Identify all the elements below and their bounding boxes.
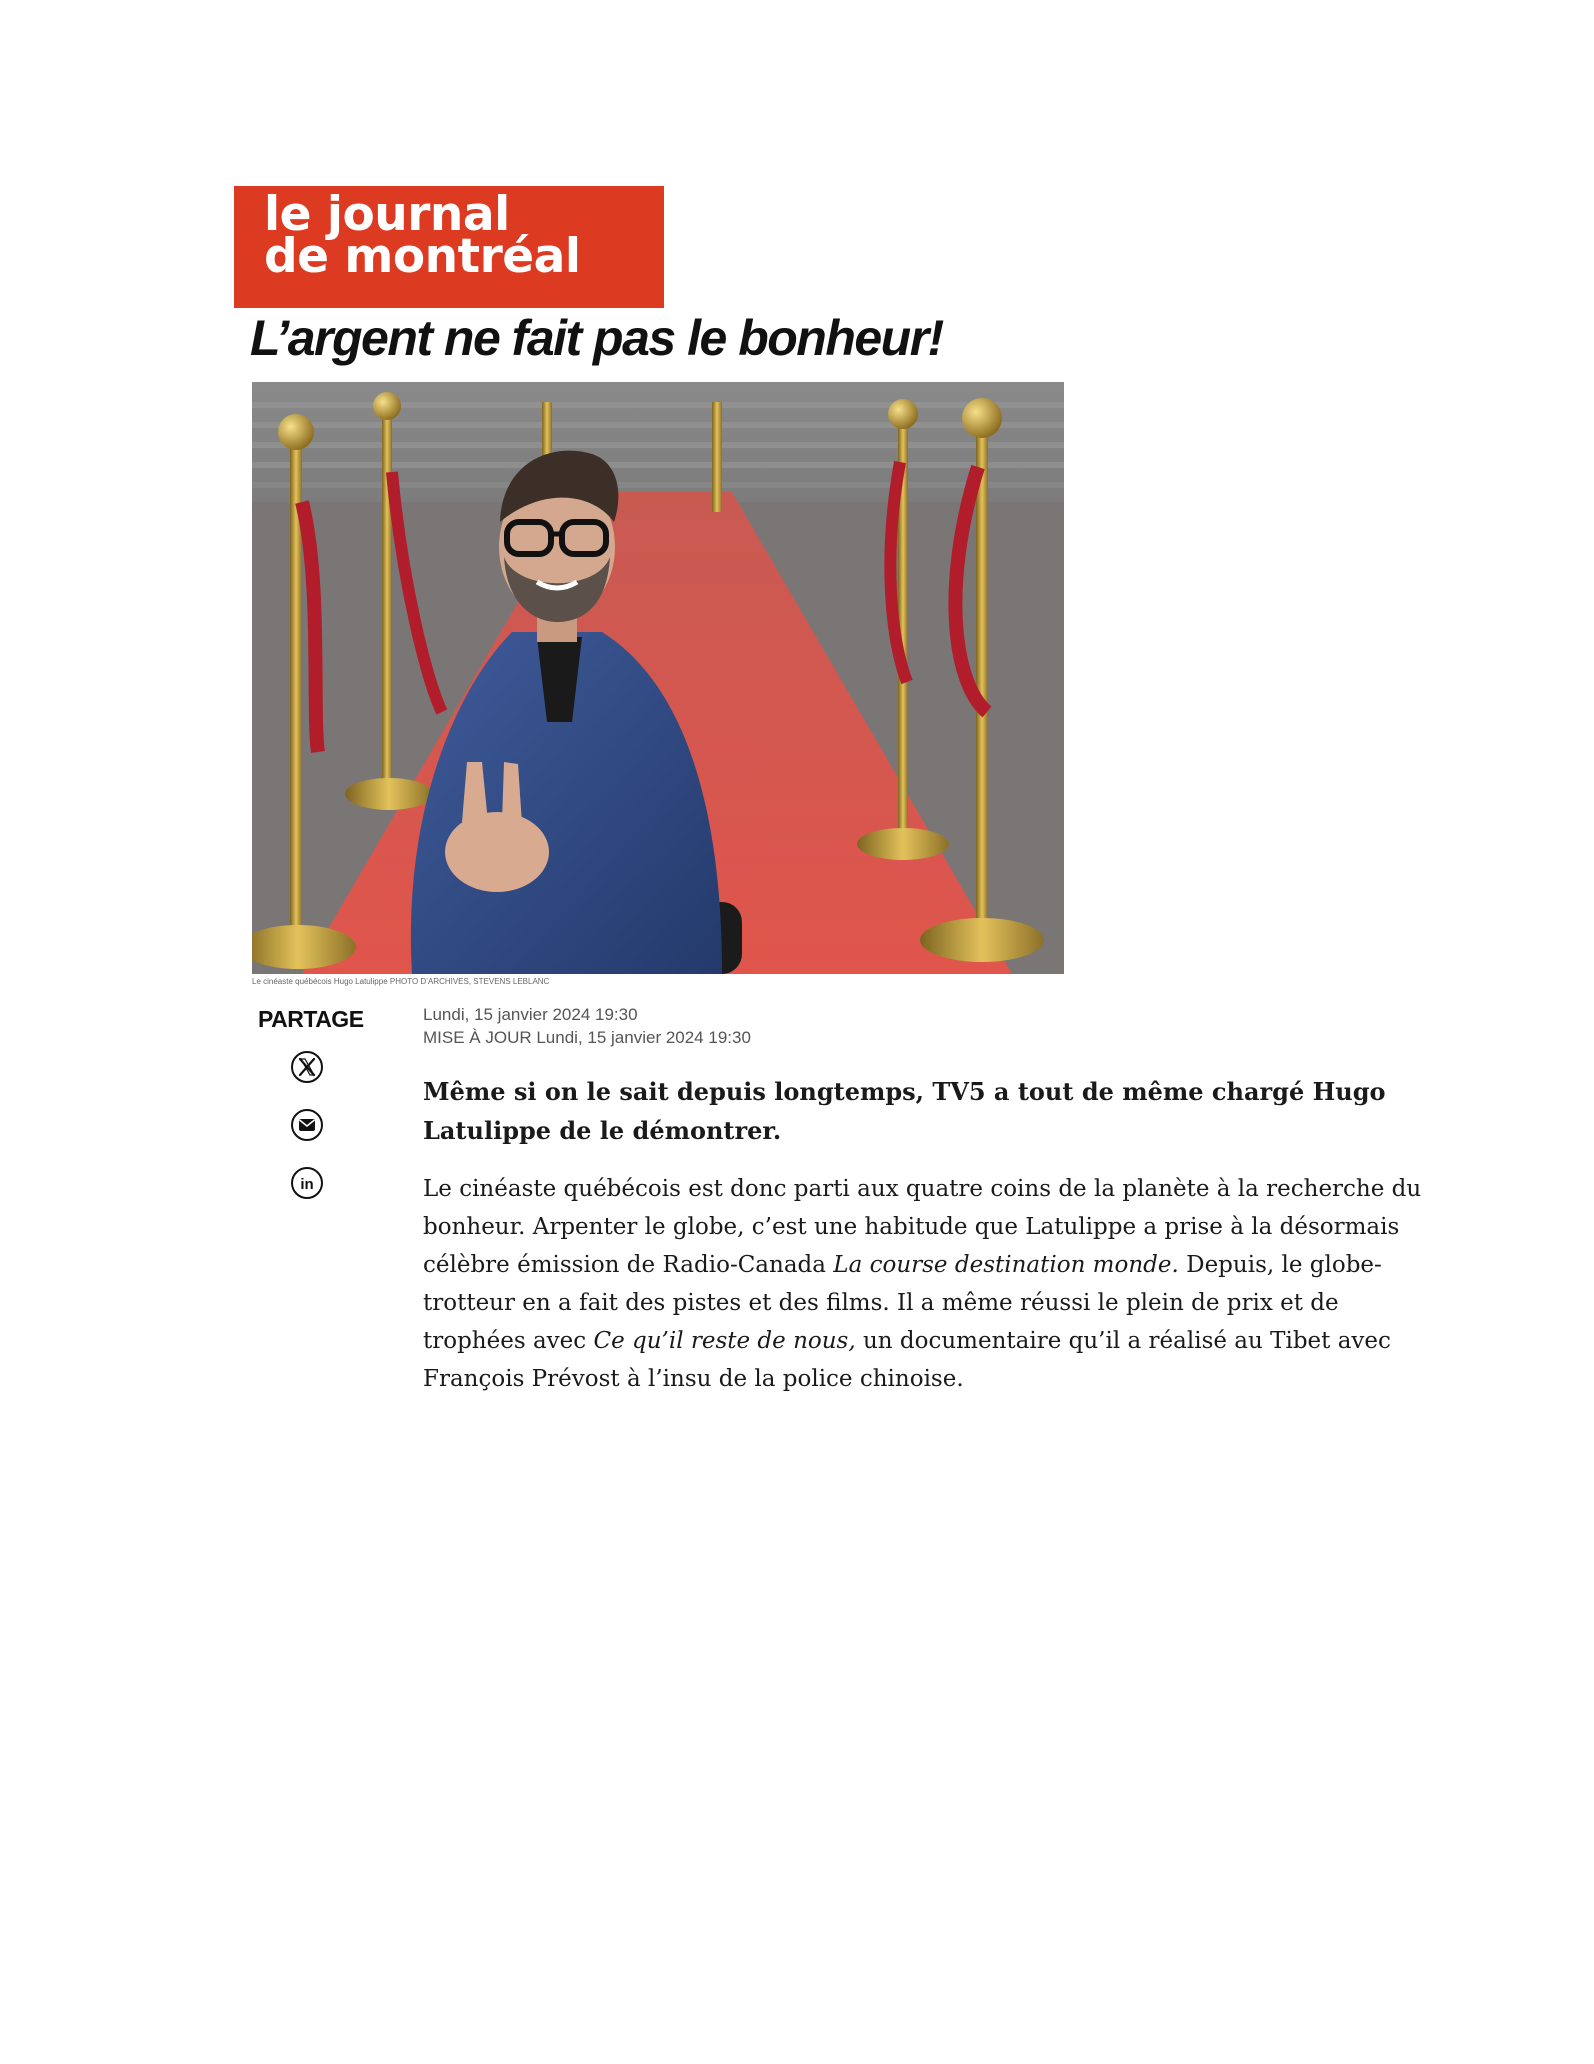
email-icon[interactable] bbox=[290, 1108, 324, 1142]
photo-caption: Le cinéaste québécois Hugo Latulippe PHOTO D’ARCHIVES, STEVENS LEBLANC bbox=[252, 977, 550, 986]
body-text-segment: Depuis, le globe-trotteur en a fait des pistes et des films. Il a même réussi le plein de prix et de trophées avec bbox=[423, 1252, 1382, 1354]
publish-date: Lundi, 15 janvier 2024 19:30 bbox=[423, 1005, 638, 1024]
article-photo bbox=[252, 382, 1064, 974]
body-text-segment: Le cinéaste québécois est donc parti aux quatre coins de la planète à la recherche du bonheur. Arpenter le globe, c’est une habitude que Latulippe a prise à la désormais célèbre émission de Radio-Canada bbox=[423, 1176, 1422, 1278]
brand-logo[interactable] bbox=[234, 186, 664, 308]
body-text-segment: un documentaire qu’il a réalisé au Tibet avec François Prévost à l’insu de la police chinoise. bbox=[423, 1328, 1391, 1392]
share-label: PARTAGE bbox=[258, 1006, 364, 1032]
film-title: Ce qu’il reste de nous, bbox=[593, 1328, 856, 1354]
article-headline: L’argent ne fait pas le bonheur! bbox=[250, 310, 943, 366]
linkedin-icon[interactable] bbox=[290, 1166, 324, 1200]
svg-text:in: in bbox=[300, 1176, 314, 1193]
brand-logo-line-2: de montréal bbox=[264, 229, 581, 284]
update-date: MISE À JOUR Lundi, 15 janvier 2024 19:30 bbox=[423, 1028, 751, 1047]
x-icon[interactable] bbox=[290, 1050, 324, 1084]
show-title: La course destination monde. bbox=[833, 1252, 1179, 1278]
article-body-paragraph bbox=[423, 1170, 1423, 1398]
brand-logo-line-1: le journal bbox=[264, 187, 510, 242]
article-lead: Même si on le sait depuis longtemps, TV5 a tout de même chargé Hugo Latulippe de le démontrer. bbox=[423, 1077, 1386, 1145]
